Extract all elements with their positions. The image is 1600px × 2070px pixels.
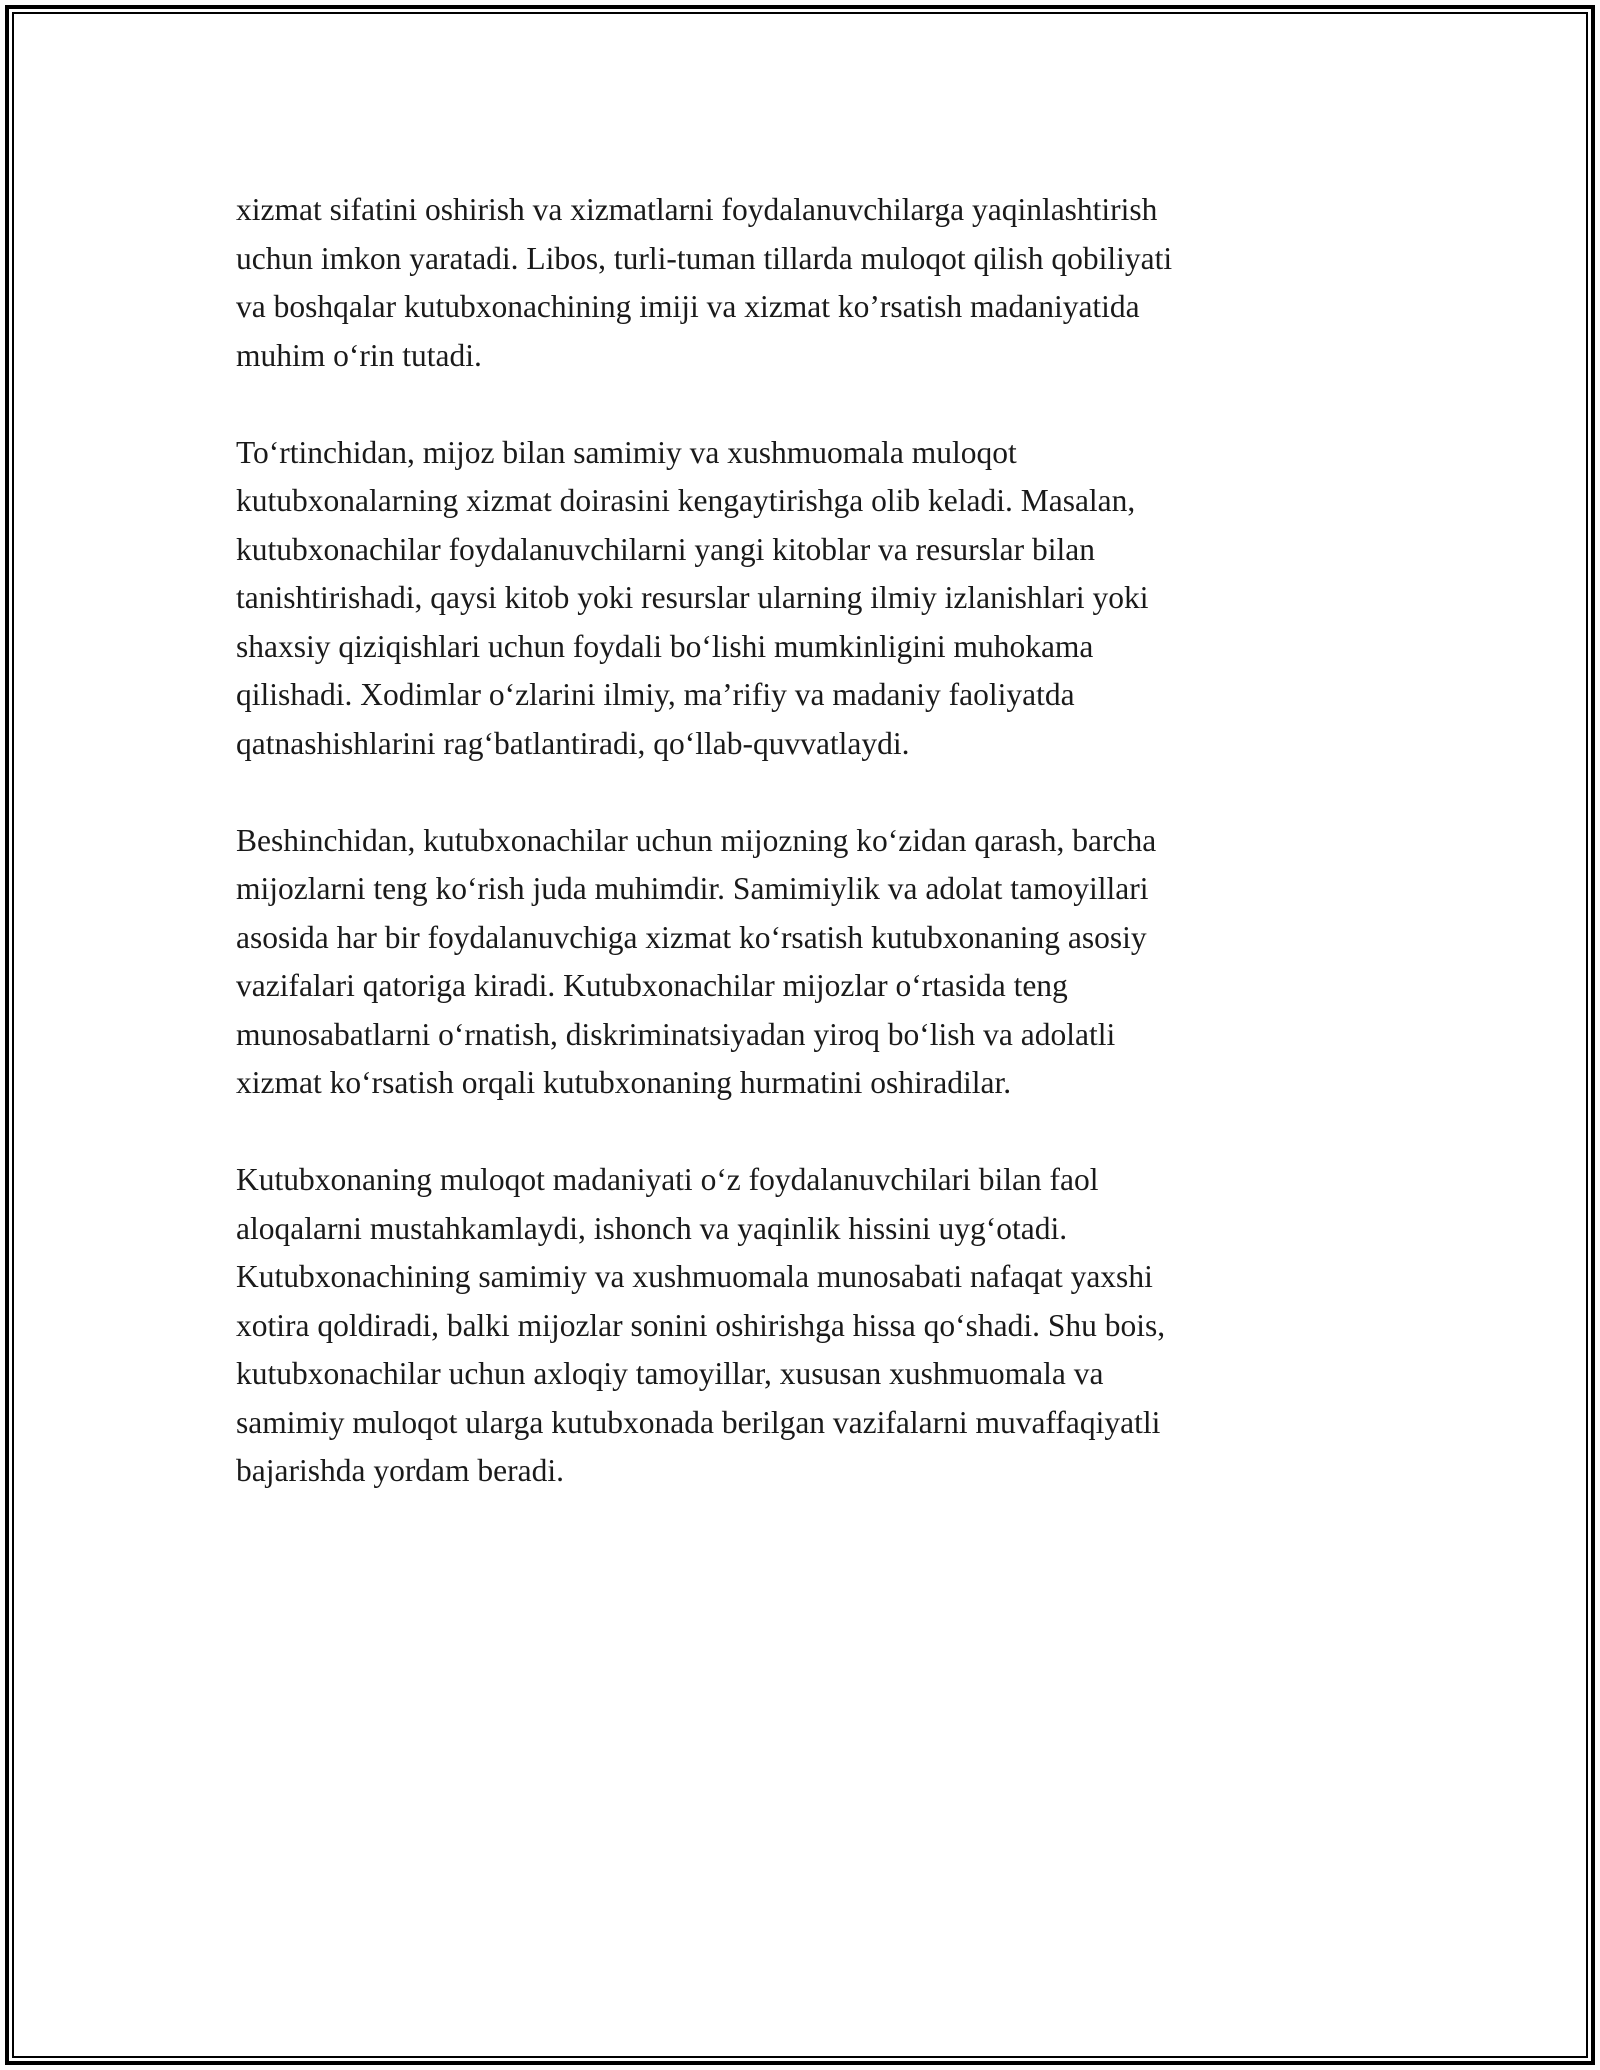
paragraph: Kutubxonaning muloqot madaniyati oʻz foydalanuvchilari bilan faol aloqalarni mustahkamlaydi, ishonch va yaqinlik hissini uygʻotadi. Kutubxonachining samimiy va xushmuomala munosabati nafaqat yaxshi xotira qoldiradi, balki mijozlar sonini oshirishga hissa qoʻshadi. Shu bois, kutubxonachilar uchun axloqiy tamoyillar, xususan xushmuomala va samimiy muloqot ularga kutubxonada berilgan vazifalarni muvaffaqiyatli bajarishda yordam beradi.	[236, 1162, 1166, 1488]
document-body	[236, 186, 1366, 1544]
paragraph: xizmat sifatini oshirish va xizmatlarni foydalanuvchilarga yaqinlashtirish uchun imkon yaratadi. Libos, turli-tuman tillarda muloqot qilish qobiliyati va boshqalar kutubxonachining imiji va xizmat ko’rsatish madaniyatida muhim oʻrin tutadi.	[236, 192, 1173, 373]
paragraph: Beshinchidan, kutubxonachilar uchun mijozning koʻzidan qarash, barcha mijozlarni teng koʻrish juda muhimdir. Samimiylik va adolat tamoyillari asosida har bir foydalanuvchiga xizmat koʻrsatish kutubxonaning asosiy vazifalari qatoriga kiradi. Kutubxonachilar mijozlar oʻrtasida teng munosabatlarni oʻrnatish, diskriminatsiyadan yiroq boʻlish va adolatli xizmat koʻrsatish orqali kutubxonaning hurmatini oshiradilar.	[236, 822, 1157, 1100]
paragraph: Toʻrtinchidan, mijoz bilan samimiy va xushmuomala muloqot kutubxonalarning xizmat doirasini kengaytirishga olib keladi. Masalan, kutubxonachilar foydalanuvchilarni yangi kitoblar va resurslar bilan tanishtirishadi, qaysi kitob yoki resurslar ularning ilmiy izlanishlari yoki shaxsiy qiziqishlari uchun foydali boʻlishi mumkinligini muhokama qilishadi. Xodimlar oʻzlarini ilmiy, ma’rifiy va madaniy faoliyatda qatnashishlarini ragʻbatlantiradi, qoʻllab-quvvatlaydi.	[236, 434, 1149, 761]
